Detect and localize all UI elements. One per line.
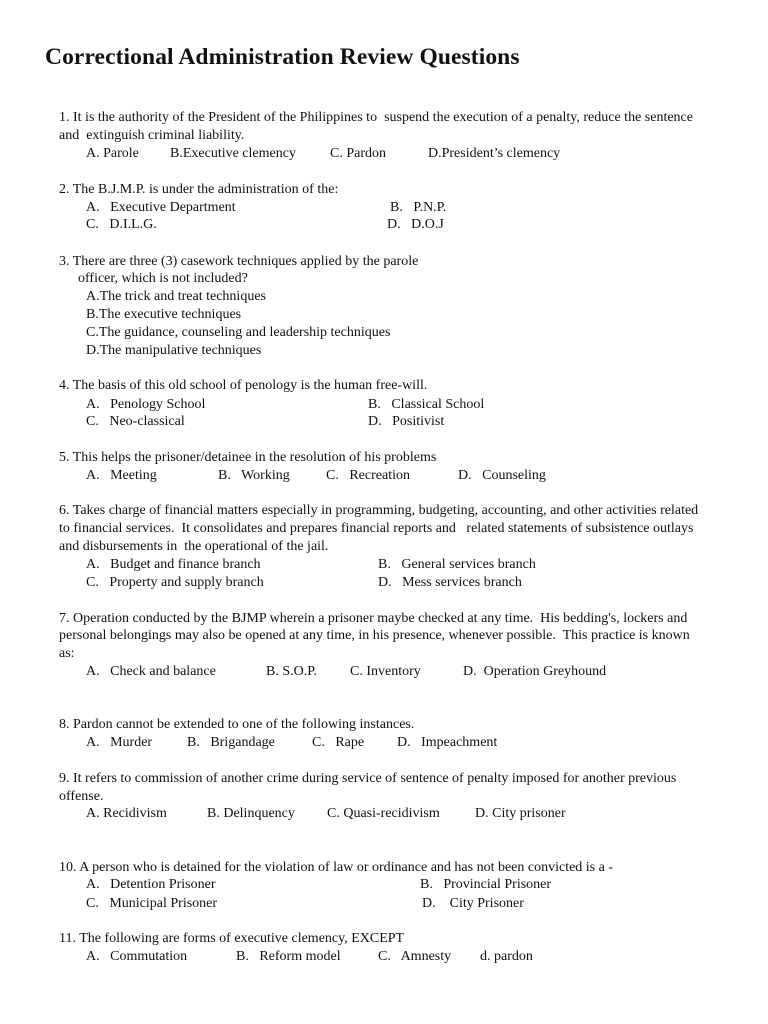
question-10-option-b: B. Provincial Prisoner xyxy=(420,877,552,892)
question-3-option-d: D.The manipulative techniques xyxy=(86,343,262,358)
question-5-option-b: B. Working xyxy=(218,468,290,483)
question-5-option-a: A. Meeting xyxy=(86,468,157,483)
question-8-option-b: B. Brigandage xyxy=(187,735,275,750)
question-7-option-a: A. Check and balance xyxy=(86,664,216,679)
question-6-stem-line-3: and disbursements in the operational of the jail. xyxy=(59,539,329,554)
question-3-option-c: C.The guidance, counseling and leadership techniques xyxy=(86,325,391,340)
question-7-option-b: B. S.O.P. xyxy=(266,664,317,679)
question-1-stem-line-1: 1. It is the authority of the President of the Philippines to suspend the execution of a penalty, reduce the sentence xyxy=(59,110,693,125)
question-3-stem-line-1: 3. There are three (3) casework techniques applied by the parole xyxy=(59,254,419,269)
question-7-option-d: D. Operation Greyhound xyxy=(463,664,607,679)
question-6-stem-line-1: 6. Takes charge of financial matters especially in programming, budgeting, accounting, and other activities related xyxy=(59,503,699,518)
question-10-stem-line-1: 10. A person who is detained for the violation of law or ordinance and has not been convicted is a - xyxy=(59,860,614,875)
question-4-option-d: D. Positivist xyxy=(368,414,445,429)
question-4-option-b: B. Classical School xyxy=(368,397,485,412)
question-6-option-c: C. Property and supply branch xyxy=(86,575,264,590)
question-1-stem-line-2: and extinguish criminal liability. xyxy=(59,128,245,143)
question-11-option-d: d. pardon xyxy=(480,949,533,964)
question-8-option-a: A. Murder xyxy=(86,735,153,750)
question-7-option-c: C. Inventory xyxy=(350,664,421,679)
question-11-stem-line-1: 11. The following are forms of executive clemency, EXCEPT xyxy=(59,931,405,946)
question-11-option-c: C. Amnesty xyxy=(378,949,452,964)
question-11-option-a: A. Commutation xyxy=(86,949,188,964)
question-3-option-a: A.The trick and treat techniques xyxy=(86,289,266,304)
question-5-stem-line-1: 5. This helps the prisoner/detainee in the resolution of his problems xyxy=(59,450,437,465)
question-6-option-a: A. Budget and finance branch xyxy=(86,557,261,572)
question-5-option-c: C. Recreation xyxy=(326,468,410,483)
question-2-option-d: D. D.O.J xyxy=(387,217,444,232)
question-11-option-b: B. Reform model xyxy=(236,949,341,964)
question-5-option-d: D. Counseling xyxy=(458,468,546,483)
question-2-option-b: B. P.N.P. xyxy=(390,200,447,215)
question-9-option-b: B. Delinquency xyxy=(207,806,295,821)
question-2-option-c: C. D.I.L.G. xyxy=(86,217,157,232)
question-2-stem-line-1: 2. The B.J.M.P. is under the administration of the: xyxy=(59,182,339,197)
question-7-stem-line-1: 7. Operation conducted by the BJMP wherein a prisoner maybe checked at any time. His bedding's, lockers and xyxy=(59,611,688,626)
question-1-option-d: D.President’s clemency xyxy=(428,146,561,161)
question-1-option-c: C. Pardon xyxy=(330,146,386,161)
question-10-option-a: A. Detention Prisoner xyxy=(86,877,216,892)
question-8-option-c: C. Rape xyxy=(312,735,365,750)
question-7-stem-line-2: personal belongings may also be opened at any time, in his presence, whenever possible. This practice is known xyxy=(59,628,690,643)
question-4-stem-line-1: 4. The basis of this old school of penology is the human free-will. xyxy=(59,378,428,393)
question-9-stem-line-1: 9. It refers to commission of another crime during service of sentence of penalty imposed for another previous xyxy=(59,771,677,786)
question-10-option-d: D. City Prisoner xyxy=(422,896,524,911)
question-1-option-b: B.Executive clemency xyxy=(170,146,296,161)
question-7-stem-line-3: as: xyxy=(59,646,75,661)
question-6-option-d: D. Mess services branch xyxy=(378,575,522,590)
question-3-stem-line-2: officer, which is not included? xyxy=(78,271,248,286)
question-4-option-c: C. Neo-classical xyxy=(86,414,185,429)
question-10-option-c: C. Municipal Prisoner xyxy=(86,896,218,911)
question-8-option-d: D. Impeachment xyxy=(397,735,498,750)
question-9-option-c: C. Quasi-recidivism xyxy=(327,806,440,821)
question-9-stem-line-2: offense. xyxy=(59,789,104,804)
question-3-option-b: B.The executive techniques xyxy=(86,307,242,322)
question-1-option-a: A. Parole xyxy=(86,146,139,161)
question-6-stem-line-2: to financial services. It consolidates and prepares financial reports and related statements of subsistence outlays xyxy=(59,521,694,536)
page-title: Correctional Administration Review Questions xyxy=(45,44,520,70)
question-8-stem-line-1: 8. Pardon cannot be extended to one of the following instances. xyxy=(59,717,415,732)
question-9-option-d: D. City prisoner xyxy=(475,806,566,821)
question-6-option-b: B. General services branch xyxy=(378,557,536,572)
question-4-option-a: A. Penology School xyxy=(86,397,206,412)
question-2-option-a: A. Executive Department xyxy=(86,200,236,215)
question-9-option-a: A. Recidivism xyxy=(86,806,167,821)
